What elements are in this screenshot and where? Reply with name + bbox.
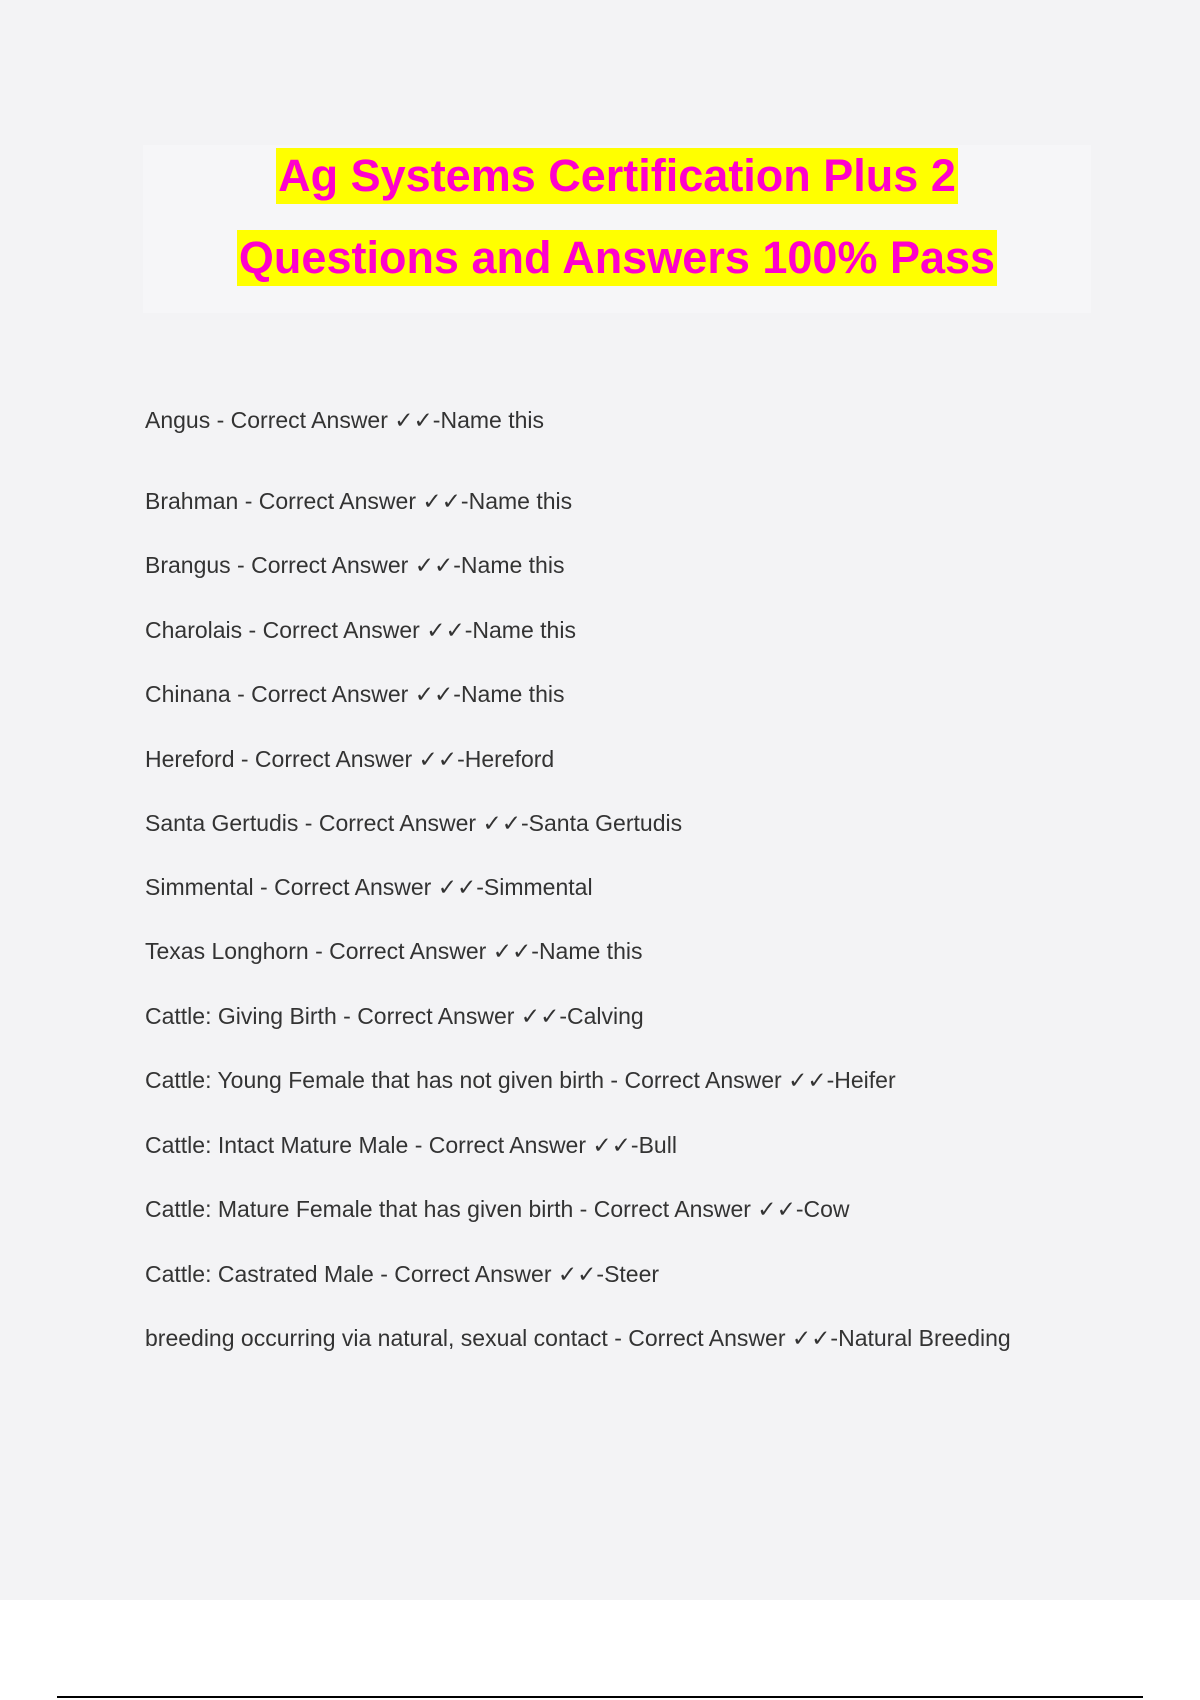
qa-term: Texas Longhorn bbox=[145, 938, 309, 964]
document-title-line-2: Questions and Answers 100% Pass bbox=[237, 230, 997, 286]
qa-answer: Steer bbox=[604, 1261, 660, 1287]
qa-item bbox=[145, 936, 642, 966]
qa-item bbox=[145, 486, 572, 516]
qa-answer: Santa Gertudis bbox=[528, 810, 683, 836]
qa-answer: Bull bbox=[638, 1132, 677, 1158]
qa-separator: - Correct Answer ✓✓- bbox=[336, 1003, 567, 1029]
qa-term: Brahman bbox=[145, 488, 239, 514]
qa-term: Cattle: Castrated Male bbox=[145, 1261, 374, 1287]
qa-item bbox=[145, 1259, 659, 1289]
qa-item bbox=[145, 1323, 1011, 1353]
qa-term: Simmental bbox=[145, 874, 254, 900]
qa-term: Santa Gertudis bbox=[145, 810, 299, 836]
qa-term: Charolais bbox=[145, 617, 243, 643]
qa-separator: - Correct Answer ✓✓- bbox=[242, 617, 473, 643]
qa-answer: Name this bbox=[460, 681, 565, 707]
qa-separator: - Correct Answer ✓✓- bbox=[253, 874, 484, 900]
qa-item bbox=[145, 1194, 850, 1224]
qa-term: breeding occurring via natural, sexual contact bbox=[145, 1325, 608, 1351]
qa-item bbox=[145, 808, 682, 838]
qa-answer: Cow bbox=[803, 1196, 850, 1222]
qa-answer: Name this bbox=[460, 552, 565, 578]
qa-term: Angus bbox=[145, 407, 211, 433]
qa-item bbox=[145, 405, 544, 435]
qa-item bbox=[145, 550, 564, 580]
qa-separator: - Correct Answer ✓✓- bbox=[234, 746, 465, 772]
qa-separator: - Correct Answer ✓✓- bbox=[607, 1325, 839, 1351]
qa-separator: - Correct Answer ✓✓- bbox=[373, 1261, 605, 1287]
qa-separator: - Correct Answer ✓✓- bbox=[230, 552, 461, 578]
footer-divider bbox=[57, 1696, 1143, 1698]
qa-separator: - Correct Answer ✓✓- bbox=[604, 1067, 835, 1093]
qa-separator: - Correct Answer ✓✓- bbox=[408, 1132, 639, 1158]
qa-answer: Hereford bbox=[464, 746, 555, 772]
qa-term: Cattle: Young Female that has not given birth bbox=[145, 1067, 605, 1093]
qa-separator: - Correct Answer ✓✓- bbox=[308, 938, 539, 964]
qa-term: Chinana bbox=[145, 681, 231, 707]
qa-item bbox=[145, 744, 554, 774]
qa-term: Cattle: Mature Female that has given birth bbox=[145, 1196, 574, 1222]
qa-item bbox=[145, 615, 576, 645]
qa-separator: - Correct Answer ✓✓- bbox=[230, 681, 461, 707]
qa-answer: Heifer bbox=[834, 1067, 896, 1093]
qa-term: Hereford bbox=[145, 746, 235, 772]
qa-answer: Name this bbox=[468, 488, 573, 514]
qa-item bbox=[145, 1001, 644, 1031]
qa-separator: - Correct Answer ✓✓- bbox=[573, 1196, 804, 1222]
qa-separator: - Correct Answer ✓✓- bbox=[298, 810, 529, 836]
document-title-line-1: Ag Systems Certification Plus 2 bbox=[276, 148, 958, 204]
qa-answer: Natural Breeding bbox=[838, 1325, 1011, 1351]
qa-separator: - Correct Answer ✓✓- bbox=[238, 488, 469, 514]
qa-term: Cattle: Intact Mature Male bbox=[145, 1132, 409, 1158]
qa-item bbox=[145, 1130, 677, 1160]
qa-item bbox=[145, 679, 564, 709]
qa-term: Brangus bbox=[145, 552, 231, 578]
qa-item bbox=[145, 1065, 896, 1095]
qa-term: Cattle: Giving Birth bbox=[145, 1003, 337, 1029]
qa-answer: Simmental bbox=[483, 874, 593, 900]
qa-answer: Name this bbox=[538, 938, 643, 964]
qa-item bbox=[145, 872, 593, 902]
title-block bbox=[143, 145, 1091, 313]
qa-answer: Name this bbox=[472, 617, 576, 643]
qa-answer: Name this bbox=[440, 407, 545, 433]
qa-separator: - Correct Answer ✓✓- bbox=[210, 407, 441, 433]
qa-answer: Calving bbox=[567, 1003, 644, 1029]
